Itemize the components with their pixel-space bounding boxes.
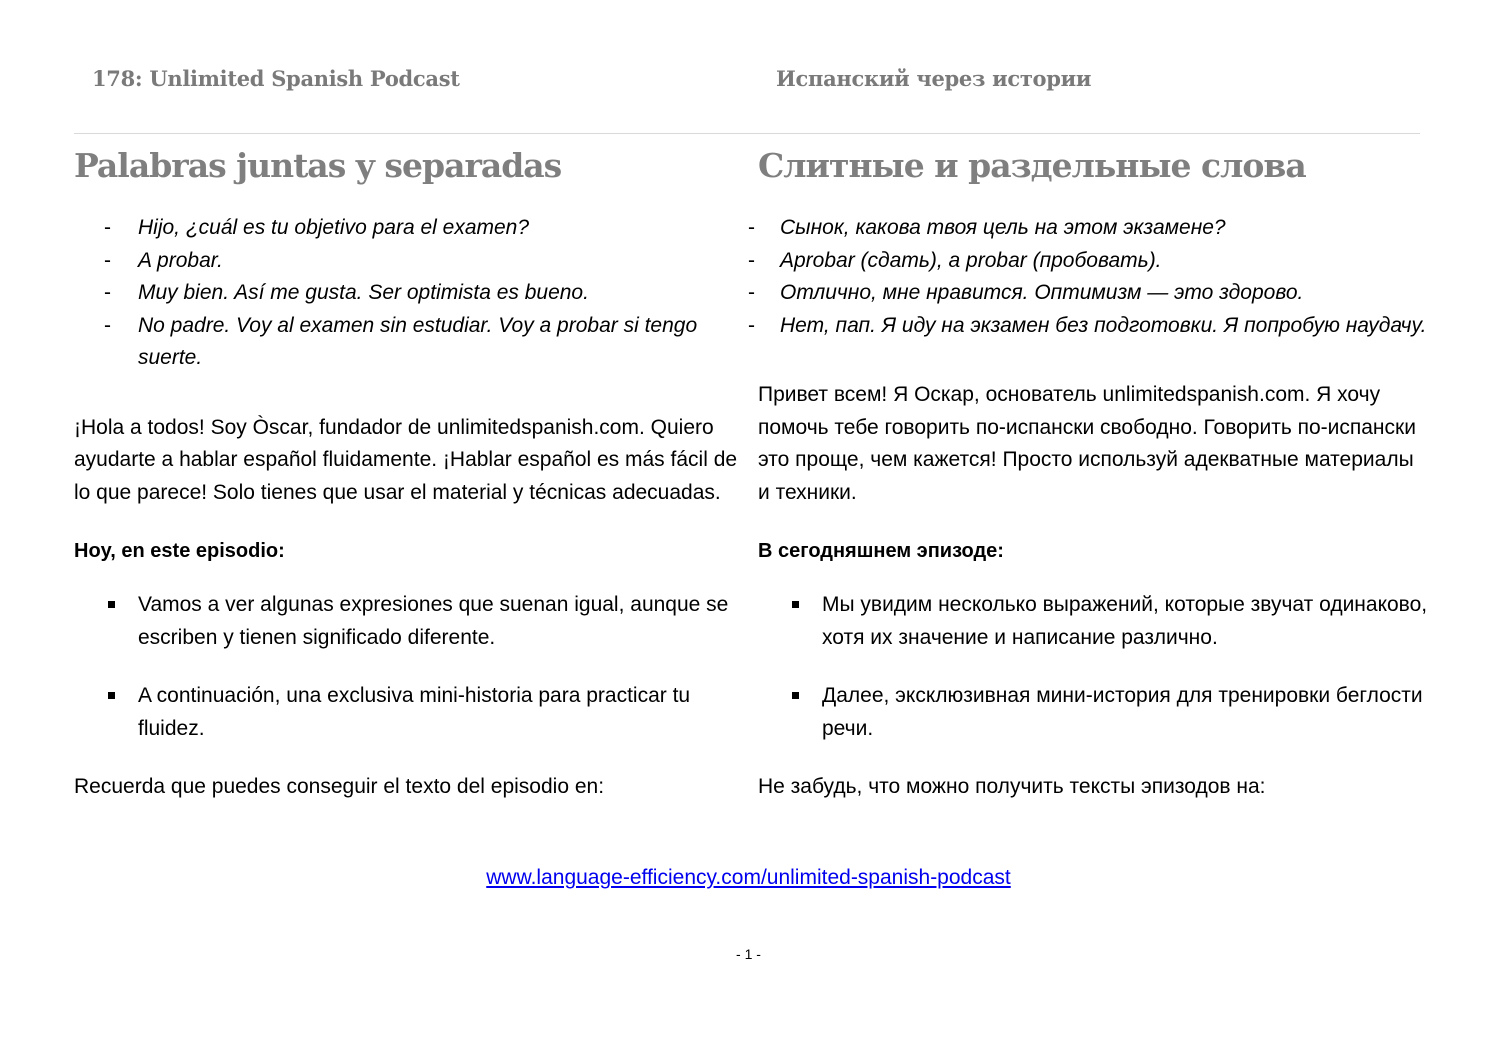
square-bullet-icon (792, 692, 799, 699)
dash-marker: - (104, 216, 111, 239)
square-bullet-icon (108, 601, 115, 608)
dialog-line (748, 277, 1428, 310)
dialog-text: Hijo, ¿cuál es tu objetivo para el examen? (138, 216, 530, 239)
dialog-line (74, 277, 744, 310)
russian-closing: Не забудь, что можно получить тексты эпизодов на: (758, 775, 1266, 798)
dash-marker: - (748, 248, 755, 272)
russian-bullets (758, 589, 1428, 745)
dialog-text: Отлично, мне нравится. Оптимизм — это здорово. (780, 281, 1304, 304)
russian-section-title: Слитные и раздельные слова (758, 146, 1306, 185)
dash-marker: - (748, 281, 755, 304)
dash-marker: - (748, 313, 755, 337)
bullet-text: Мы увидим несколько выражений, которые звучат одинаково, хотя их значение и написание различно. (822, 593, 1428, 649)
dialog-text: Aprobar (сдать), a probar (пробовать). (780, 248, 1162, 272)
spanish-episode-heading: Hoy, en este episodio: (74, 540, 285, 562)
square-bullet-icon (108, 692, 115, 699)
spanish-section-title: Palabras juntas y separadas (74, 146, 562, 185)
page-number: - 1 - (736, 946, 761, 962)
dialog-text: A probar. (138, 248, 223, 272)
spanish-dialog (74, 212, 744, 375)
dialog-line (74, 310, 744, 375)
bullet-text: A continuación, una exclusiva mini-historia para practicar tu fluidez. (138, 684, 691, 740)
header-podcast-title: 178: Unlimited Spanish Podcast (92, 66, 460, 91)
russian-intro: Привет всем! Я Оскар, основатель unlimitedspanish.com. Я хочу помочь тебе говорить по-испански свободно. Говорить по-испански это проще, чем кажется! Просто используй адекватные материалы и техники. (758, 383, 1416, 504)
bullet-text: Vamos a ver algunas expresiones que suenan igual, aunque se escriben y tienen significado diferente. (138, 593, 729, 649)
dialog-text: Muy bien. Así me gusta. Ser optimista es bueno. (138, 281, 589, 304)
dash-marker: - (748, 216, 755, 239)
bullet-text: Далее, эксклюзивная мини-история для тренировки беглости речи. (822, 684, 1423, 740)
square-bullet-icon (792, 601, 799, 608)
dash-marker: - (104, 281, 111, 304)
bullet-item (758, 680, 1428, 745)
dialog-line (74, 212, 744, 245)
dialog-text: Нет, пап. Я иду на экзамен без подготовки. Я попробую наудачу. (780, 313, 1427, 337)
header-russian-title: Испанский через истории (776, 66, 1092, 91)
spanish-bullets (74, 589, 744, 745)
spanish-column (74, 142, 744, 804)
russian-dialog (748, 212, 1428, 342)
bullet-item (74, 680, 744, 745)
spanish-intro: ¡Hola a todos! Soy Òscar, fundador de unlimitedspanish.com. Quiero ayudarte a hablar español fluidamente. ¡Hablar español es más fácil de lo que parece! Solo tienes que usar el material y técnicas adecuadas. (74, 415, 738, 504)
dialog-text: Сынок, какова твоя цель на этом экзамене? (780, 216, 1226, 239)
bullet-item (758, 589, 1428, 654)
spanish-closing: Recuerda que puedes conseguir el texto del episodio en: (74, 775, 605, 798)
dialog-line (748, 310, 1428, 343)
dialog-line (74, 245, 744, 278)
podcast-link[interactable]: www.language-efficiency.com/unlimited-spanish-podcast (486, 866, 1011, 889)
dialog-line (748, 212, 1428, 245)
podcast-link-container (0, 866, 1497, 890)
header-divider (74, 133, 1420, 134)
russian-episode-heading: В сегодняшнем эпизоде: (758, 540, 1004, 562)
dialog-line (748, 245, 1428, 278)
dash-marker: - (104, 248, 111, 272)
dash-marker: - (104, 313, 111, 337)
russian-column (748, 142, 1428, 804)
bullet-item (74, 589, 744, 654)
dialog-text: No padre. Voy al examen sin estudiar. Voy a probar si tengo suerte. (138, 313, 698, 369)
